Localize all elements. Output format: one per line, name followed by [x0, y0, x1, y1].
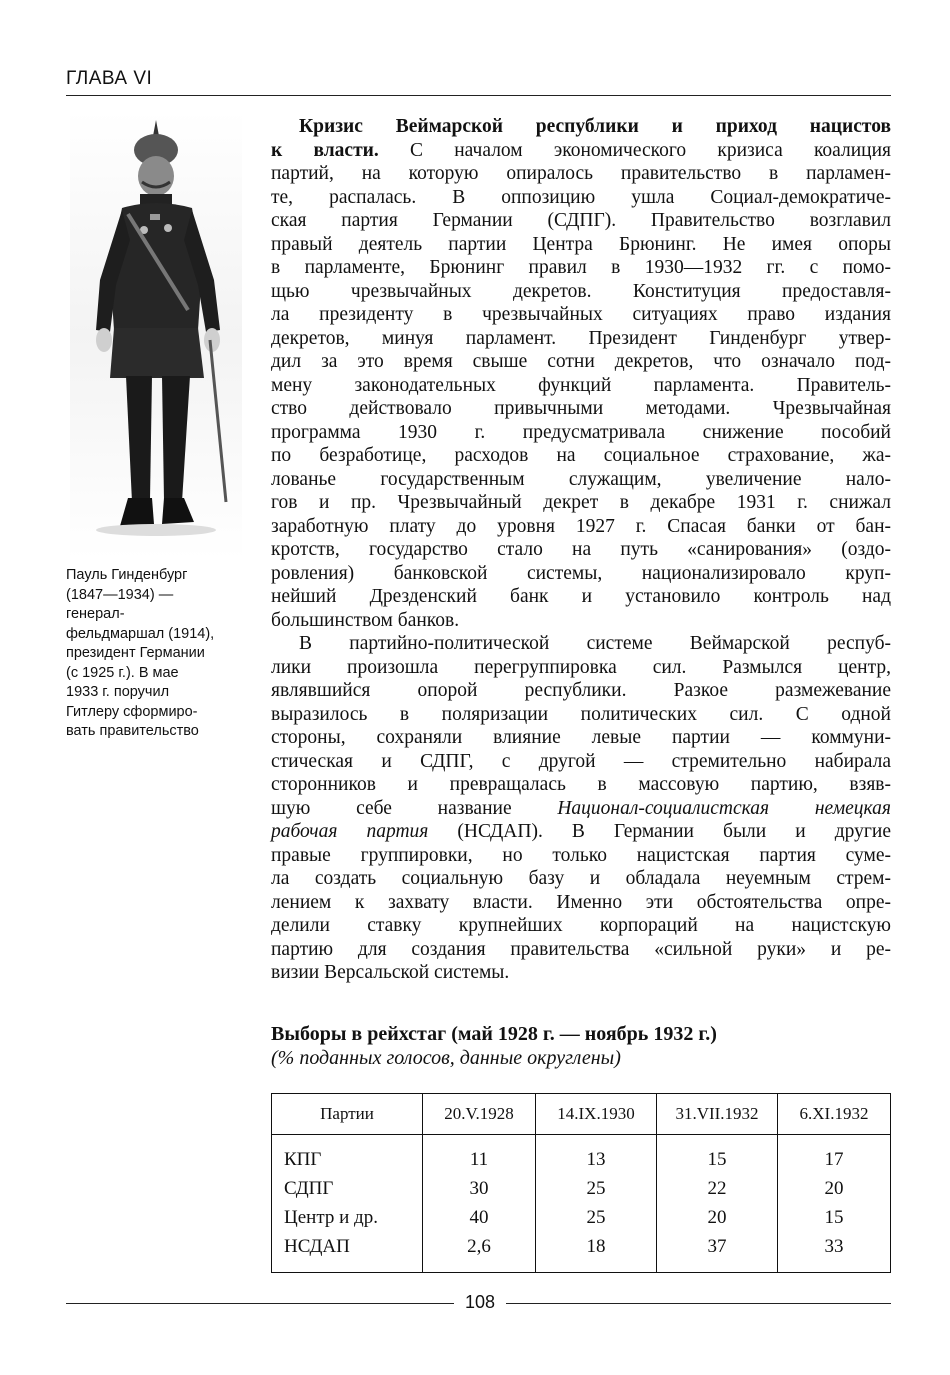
text-line: сторонников и превращалась в массовую партию, взяв-	[271, 774, 891, 795]
table-row	[272, 1174, 891, 1203]
text-line: ла президенту в чрезвычайных ситуациях право издания	[271, 304, 891, 325]
table-header-row	[272, 1094, 891, 1135]
figure-caption	[66, 566, 256, 742]
text-line: мену законодательных функций парламента. Правитель-	[271, 374, 891, 396]
column-header: 6.XI.1932	[778, 1094, 891, 1135]
section-heading-cont: к власти.	[271, 139, 379, 161]
value-cell: 20	[657, 1203, 778, 1232]
text-line: партию для создания правительства «сильной руки» и ре-	[271, 938, 891, 960]
caption-line: 1933 г. поручил	[66, 684, 170, 700]
caption-line: Гитлеру сформиро-	[66, 703, 198, 720]
text-line: дил за это время свыше сотни декретов, что означало под-	[271, 351, 891, 372]
text-line	[271, 115, 891, 139]
election-results-table	[271, 1093, 891, 1273]
text-line: в парламенте, Брюнинг правил в 1930—1932 гг. с помо-	[271, 257, 891, 278]
text-line: являвшийся опорой республики. Разкое размежевание	[271, 680, 891, 701]
text-line: В партийно-политической системе Веймарской респуб-	[299, 633, 891, 654]
text-line: к власти. С началом экономического кризиса коалиция	[271, 139, 892, 161]
text-line: кротств, государство стало на путь «санирования» (оздо-	[271, 539, 891, 560]
column-header: Партии	[272, 1094, 423, 1135]
table-row	[272, 1203, 891, 1232]
text-line: правый деятель партии Центра Брюнинг. Не имея опоры	[271, 233, 891, 255]
footer-rule-right	[506, 1303, 891, 1304]
text-line: декретов, минуя парламент. Президент Гинденбург утвер-	[271, 327, 891, 349]
party-cell: СДПГ	[272, 1174, 423, 1203]
section-heading: Кризис Веймарской республики и приход нацистов	[299, 116, 891, 137]
article-body	[271, 115, 891, 985]
caption-line: (с 1925 г.). В мае	[66, 664, 179, 681]
text-line: лики произошла перегруппировка сил. Размылся центр,	[271, 656, 891, 678]
text-line: стороны, сохраняли влияние левые партии — коммуни-	[271, 727, 891, 748]
hindenburg-portrait	[70, 110, 242, 560]
column-header: 31.VII.1932	[657, 1094, 778, 1135]
value-cell: 25	[536, 1203, 657, 1232]
text-line: ровления) банковской системы, национализировало круп-	[271, 562, 891, 584]
text-line: ская партия Германии (СДПГ). Правительство возглавил	[271, 210, 891, 231]
text-line: те, распалась. В оппозицию ушла Социал-демократиче-	[271, 186, 891, 208]
footer-rule-left	[66, 1303, 454, 1304]
value-cell: 37	[657, 1233, 778, 1273]
page-number: 108	[464, 1292, 496, 1312]
value-cell: 25	[536, 1174, 657, 1203]
party-name-italic: Национал-социалистская немецкая	[557, 797, 891, 819]
text-line: визии Версальской системы.	[271, 962, 510, 983]
value-cell: 2,6	[423, 1233, 536, 1273]
text-line: стическая и СДПГ, с другой — стремительно набирала	[271, 750, 891, 772]
caption-line: генерал-	[66, 606, 125, 622]
value-cell: 30	[423, 1174, 536, 1203]
value-cell: 33	[778, 1233, 891, 1273]
text-line: по безработице, расходов на социальное страхование, жа-	[271, 445, 891, 466]
text-line: ство действовало привычными методами. Чрезвычайная	[271, 398, 891, 419]
text-line: правые группировки, но только нацистская партия суме-	[271, 844, 891, 866]
value-cell: 17	[778, 1135, 891, 1175]
party-cell: НСДАП	[272, 1233, 423, 1273]
text-line: заработную плату до уровня 1927 г. Спасая банки от бан-	[271, 515, 891, 537]
text-line: щью чрезвычайных декретов. Конституция предоставля-	[271, 280, 891, 302]
value-cell: 11	[423, 1135, 536, 1175]
value-cell: 20	[778, 1174, 891, 1203]
value-cell: 15	[657, 1135, 778, 1175]
caption-line: фельдмаршал (1914),	[66, 625, 215, 642]
value-cell: 40	[423, 1203, 536, 1232]
table-subtitle: (% поданных голосов, данные округлены)	[271, 1047, 621, 1069]
table-row	[272, 1233, 891, 1273]
table-row	[272, 1135, 891, 1175]
party-cell: КПГ	[272, 1135, 423, 1175]
text-line: лением к захвату власти. Именно эти обстоятельства опре-	[271, 891, 891, 913]
column-header: 20.V.1928	[423, 1094, 536, 1135]
text-line: ла создать социальную базу и обладала неуемным стрем-	[271, 868, 891, 889]
text-line: гов и пр. Чрезвычайный декрет в декабре 1931 г. снижал	[271, 492, 891, 513]
value-cell: 13	[536, 1135, 657, 1175]
table-title: Выборы в рейхстаг (май 1928 г. — ноябрь 1932 г.)	[271, 1023, 717, 1045]
text-line: выразилось в поляризации политических сил. С одной	[271, 703, 891, 725]
caption-line: (1847—1934) —	[66, 586, 174, 603]
value-cell: 15	[778, 1203, 891, 1232]
text-line: нейший Дрезденский банк и установило контроль над	[271, 586, 891, 607]
caption-line: президент Германии	[66, 645, 205, 661]
header-rule	[66, 95, 891, 96]
text-line: делили ставку крупнейших корпораций на нацистскую	[271, 915, 891, 936]
text-line: лованье государственным служащим, увеличение нало-	[271, 468, 891, 490]
text-line: большинством банков.	[271, 609, 460, 631]
text-line: шую себе название Национал-социалистская немецкая	[271, 797, 891, 819]
chapter-header: ГЛАВА VI	[66, 68, 153, 89]
text-line: программа 1930 г. предусматривала снижение пособий	[271, 421, 891, 443]
value-cell: 18	[536, 1233, 657, 1273]
table-caption	[271, 1022, 891, 1070]
party-name-italic: рабочая партия	[271, 821, 429, 842]
caption-line: вать правительство	[66, 723, 199, 739]
column-header: 14.IX.1930	[536, 1094, 657, 1135]
text-line: рабочая партия (НСДАП). В Германии были и другие	[271, 821, 891, 842]
text-line: партий, на которую опиралось правительство в парламен-	[271, 163, 891, 184]
party-cell: Центр и др.	[272, 1203, 423, 1232]
caption-line: Пауль Гинденбург	[66, 567, 188, 583]
value-cell: 22	[657, 1174, 778, 1203]
